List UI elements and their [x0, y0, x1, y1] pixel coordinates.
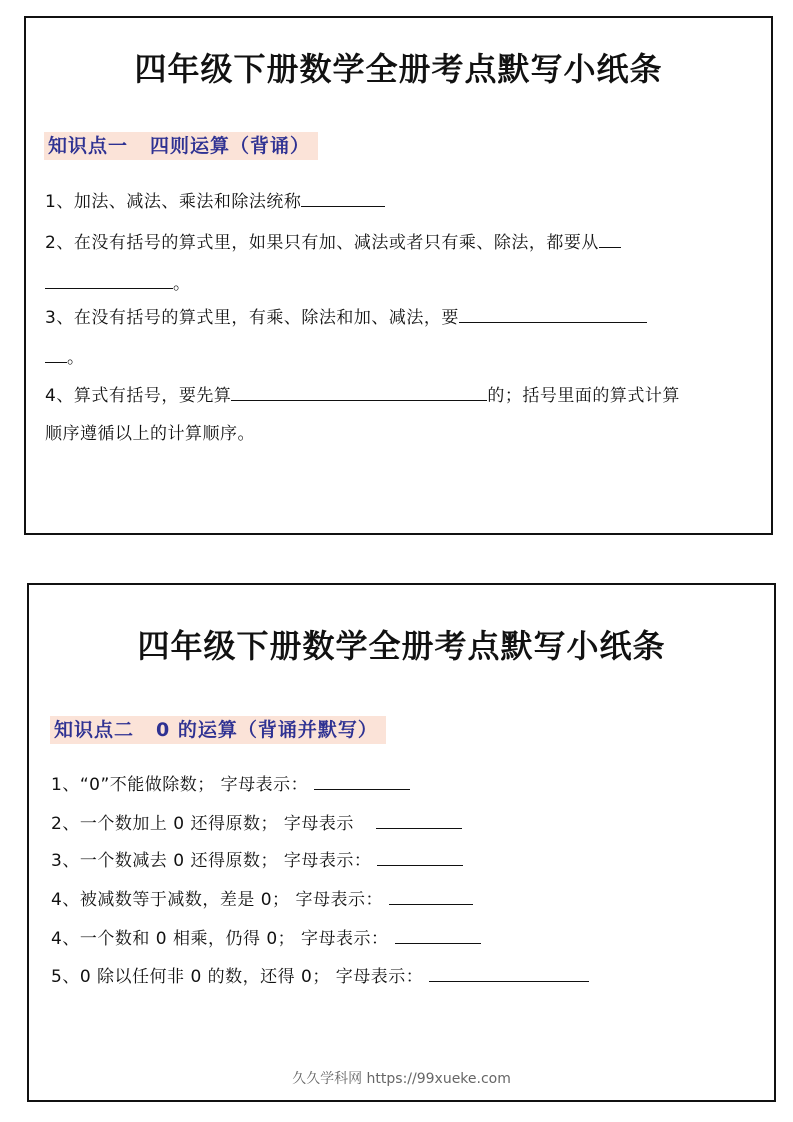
card-title: 四年级下册数学全册考点默写小纸条 [134, 50, 663, 88]
answer-blank[interactable] [377, 847, 463, 866]
answer-blank[interactable] [231, 382, 487, 401]
note-card-1 [24, 16, 773, 535]
answer-blank[interactable] [429, 963, 589, 982]
note-card-2 [27, 583, 776, 1102]
watermark-footer: 久久学科网 https://99xueke.com [292, 1071, 511, 1087]
answer-blank[interactable] [45, 344, 67, 363]
knowledge-point-heading [44, 132, 318, 160]
knowledge-point-heading [50, 716, 386, 744]
kp-label: 知识点一 [48, 135, 129, 157]
answer-blank[interactable] [376, 810, 462, 829]
kp-title: 0 的运算（背诵并默写） [156, 719, 378, 741]
question-line-6: 5、0 除以任何非 0 的数，还得 0； 字母表示： [51, 963, 589, 989]
answer-blank[interactable] [45, 270, 173, 289]
question-line-4-cont: 顺序遵循以上的计算顺序。 [45, 424, 255, 444]
question-line-1: 1、加法、减法、乘法和除法统称 [45, 188, 385, 214]
question-line-4: 4、被减数等于减数，差是 0； 字母表示： [51, 886, 473, 912]
question-line-2: 2、一个数加上 0 还得原数； 字母表示 [51, 810, 462, 836]
answer-blank[interactable] [314, 771, 410, 790]
question-line-2-cont: 。 [45, 270, 191, 296]
kp-title: 四则运算（背诵） [150, 135, 311, 157]
question-line-3: 3、在没有括号的算式里，有乘、除法和加、减法，要 [45, 304, 647, 330]
answer-blank[interactable] [395, 925, 481, 944]
question-line-1: 1、“0”不能做除数； 字母表示： [51, 771, 410, 797]
question-line-4: 4、算式有括号，要先算 的；括号里面的算式计算 [45, 382, 680, 408]
answer-blank[interactable] [599, 229, 621, 248]
question-line-5: 4、一个数和 0 相乘，仍得 0； 字母表示： [51, 925, 481, 951]
answer-blank[interactable] [301, 188, 385, 207]
question-line-3: 3、一个数减去 0 还得原数； 字母表示： [51, 847, 463, 873]
question-line-2: 2、在没有括号的算式里，如果只有加、减法或者只有乘、除法，都要从 [45, 229, 621, 255]
answer-blank[interactable] [459, 304, 647, 323]
card-title: 四年级下册数学全册考点默写小纸条 [137, 627, 666, 665]
answer-blank[interactable] [389, 886, 473, 905]
kp-label: 知识点二 [54, 719, 135, 741]
question-line-3-cont: 。 [45, 344, 85, 370]
